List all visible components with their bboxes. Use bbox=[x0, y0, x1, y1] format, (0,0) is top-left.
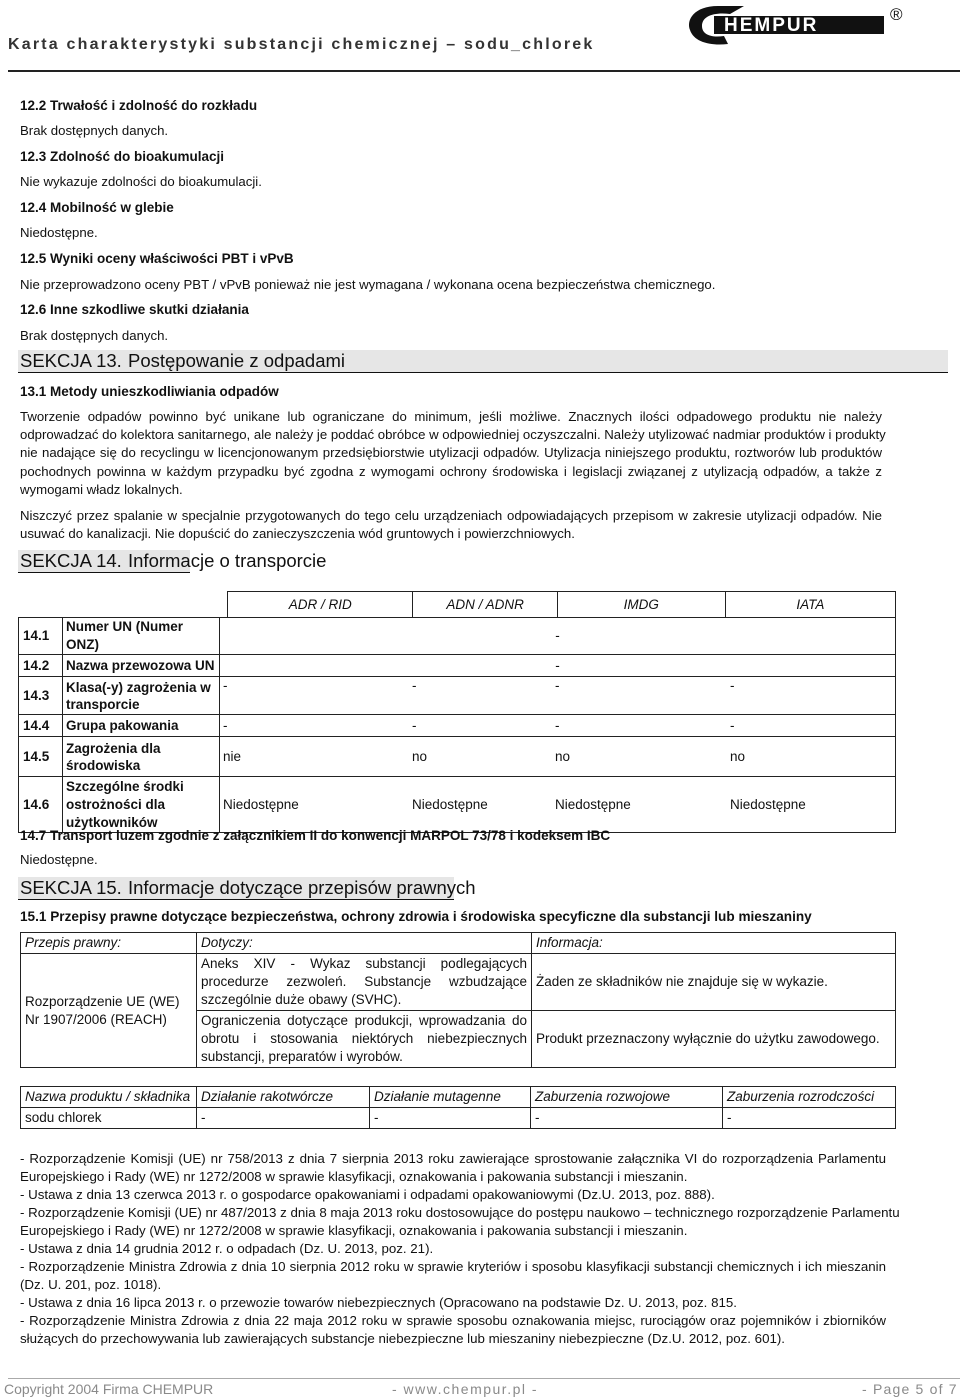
heading-12-5: 12.5 Wyniki oceny właściwości PBT i vPvB bbox=[20, 251, 294, 266]
row-value-adr: Niedostępne bbox=[220, 777, 410, 833]
heading-14-7: 14.7 Transport luzem zgodnie z załącznikiem II do konwencji MARPOL 73/78 i kodeksem IBC bbox=[20, 828, 611, 843]
header-developmental: Zaburzenia rozwojowe bbox=[531, 1087, 723, 1108]
col-imdg: IMDG bbox=[557, 592, 725, 618]
reference-line: - Rozporządzenie Ministra Zdrowia z dnia 10 sierpnia 2012 roku w sprawie kryteriów i sposobu klasyfikacji substancji chemicznych i ich mieszanin bbox=[20, 1259, 886, 1274]
text-12-6: Brak dostępnych danych. bbox=[20, 328, 169, 343]
logo-text: HEMPUR bbox=[724, 15, 819, 36]
header-mutagenic: Działanie mutagenne bbox=[370, 1087, 531, 1108]
section-15-number: SEKCJA 15. bbox=[20, 877, 122, 898]
section-15-bar bbox=[18, 877, 476, 900]
footer-page-number: - Page 5 of 7 bbox=[862, 1381, 958, 1397]
header-carcinogenic: Działanie rakotwórcze bbox=[197, 1087, 370, 1108]
table-row bbox=[21, 954, 896, 1011]
row-value-iata: - bbox=[727, 715, 896, 737]
row-label: Klasa(-y) zagrożenia w transporcie bbox=[63, 677, 220, 715]
reference-line: - Ustawa z dnia 16 lipca 2013 r. o przewozie towarów niebezpiecznych (Opracowano na podstawie Dz. U. 2013, poz. 815. bbox=[20, 1295, 737, 1310]
row-value-iata: no bbox=[727, 737, 896, 777]
paragraph-13-1a bbox=[20, 408, 886, 499]
concerns-text: Ograniczenia dotyczące produkcji, wprowadzania do obrotu i stosowania niektórych niebezpiecznych substancji, preparatów i wyrobów. bbox=[197, 1011, 532, 1068]
row-number: 14.6 bbox=[19, 777, 63, 833]
header-reproductive: Zaburzenia rozrodczości bbox=[723, 1087, 896, 1108]
header-rule bbox=[8, 70, 960, 72]
concerns-text: Aneks XIV - Wykaz substancji podlegających procedurze zezwoleń. Substancje wzbudzające szczególnie duże obawy (SVHC). bbox=[197, 954, 532, 1011]
table-row bbox=[19, 715, 896, 737]
text-14-7: Niedostępne. bbox=[20, 852, 98, 867]
reference-line: Europejskiego i Rady (WE) nr 1272/2008 w sprawie klasyfikacji, oznakowania i pakowania substancji i mieszanin. bbox=[20, 1223, 688, 1238]
table-row bbox=[19, 777, 896, 833]
footer-website[interactable]: - www.chempur.pl - bbox=[392, 1381, 539, 1397]
paragraph-line: usuwać do kanalizacji. Nie dopuścić do zanieczyszczenia wód gruntowych i powierzchniowych. bbox=[20, 526, 575, 542]
heading-15-1: 15.1 Przepisy prawne dotyczące bezpieczeństwa, ochrony zdrowia i środowiska specyficzne dla substancji lub mieszaniny bbox=[20, 909, 812, 924]
section-13-title: Postępowanie z odpadami bbox=[128, 350, 346, 371]
row-value-imdg: - bbox=[552, 715, 727, 737]
paragraph-line: odprowadzać do kolektora sanitarnego, ale należy je poddać obróbce w odpowiedniej oczyszczalni. Należy utylizować nadmiar produktów i produkty bbox=[20, 427, 886, 443]
heading-13-1: 13.1 Metody unieszkodliwiania odpadów bbox=[20, 384, 279, 399]
header-info: Informacja: bbox=[532, 933, 896, 954]
row-value-imdg: no bbox=[552, 737, 727, 777]
cell-product: sodu chlorek bbox=[21, 1108, 197, 1129]
row-value-adn: - bbox=[409, 677, 552, 715]
paragraph-line: wymogami władz lokalnych. bbox=[20, 481, 183, 497]
logo-registered-mark: ® bbox=[890, 5, 903, 24]
row-label: Szczególne środki ostrożności dla użytkowników bbox=[63, 777, 220, 833]
table-row bbox=[21, 1108, 896, 1129]
paragraph-line: Tworzenie odpadów powinno być unikane lub ograniczane do minimum, jeśli możliwe. Znacznych ilości odpadowego produktu nie należy bbox=[20, 409, 882, 424]
paragraph-13-1b bbox=[20, 507, 882, 543]
row-number: 14.3 bbox=[19, 677, 63, 715]
row-value-adn: - bbox=[409, 715, 552, 737]
heading-12-3: 12.3 Zdolność do bioakumulacji bbox=[20, 149, 225, 164]
row-value-adr: - bbox=[220, 715, 410, 737]
section-13-bar bbox=[18, 350, 948, 373]
row-value-adn: no bbox=[409, 737, 552, 777]
table-row bbox=[21, 933, 896, 954]
reference-line: - Rozporządzenie Komisji (UE) nr 758/2013 z dnia 7 sierpnia 2013 roku zawierające sprostowanie załącznika VI do rozporządzenia Parlamentu bbox=[20, 1151, 886, 1166]
section-14-bar bbox=[18, 550, 327, 573]
regulations-table bbox=[20, 932, 896, 1068]
row-value-imdg: Niedostępne bbox=[552, 777, 727, 833]
heading-12-2: 12.2 Trwałość i zdolność do rozkładu bbox=[20, 98, 258, 113]
transport-table bbox=[18, 617, 896, 833]
text-12-3: Nie wykazuje zdolności do bioakumulacji. bbox=[20, 174, 262, 189]
reference-line: - Ustawa z dnia 14 grudnia 2012 r. o odpadach (Dz. U. 2013, poz. 21). bbox=[20, 1241, 434, 1256]
document-title: Karta charakterystyki substancji chemicznej – sodu_chlorek bbox=[8, 36, 595, 53]
section-14-title: Informacje o transporcie bbox=[128, 550, 327, 571]
section-13-number: SEKCJA 13. bbox=[20, 350, 122, 371]
row-number: 14.4 bbox=[19, 715, 63, 737]
row-number: 14.2 bbox=[19, 655, 63, 677]
row-number: 14.1 bbox=[19, 618, 63, 655]
reference-line: służących do przechowywania lub zawierających substancje niebezpieczne lub mieszaniny niebezpieczne (Dz.U. 2012, poz. 601). bbox=[20, 1331, 785, 1346]
row-label: Grupa pakowania bbox=[63, 715, 220, 737]
info-text: Żaden ze składników nie znajduje się w wykazie. bbox=[532, 954, 896, 1011]
row-value-iata: - bbox=[727, 677, 896, 715]
row-value: - bbox=[220, 618, 896, 655]
row-value: - bbox=[220, 655, 896, 677]
footer-rule bbox=[8, 1378, 960, 1379]
row-label: Nazwa przewozowa UN bbox=[63, 655, 220, 677]
reference-line: - Ustawa z dnia 13 czerwca 2013 r. o gospodarce opakowaniami i odpadami opakowaniowymi (Dz.U. 2013, poz. 888). bbox=[20, 1187, 715, 1202]
row-value-adn: Niedostępne bbox=[409, 777, 552, 833]
table-row bbox=[21, 1087, 896, 1108]
law-name: Rozporządzenie UE (WE) Nr 1907/2006 (REACH) bbox=[21, 954, 197, 1068]
paragraph-line: pochodnych powinna w każdym przypadku być zgodna z wymogami ochrony środowiska i legislacji związanej z utylizacją odpadów, a także z bbox=[20, 463, 882, 479]
reference-line: (Dz. U. 201, poz. 1018). bbox=[20, 1277, 162, 1292]
heading-12-4: 12.4 Mobilność w glebie bbox=[20, 200, 174, 215]
cell-developmental: - bbox=[531, 1108, 723, 1129]
cell-carcinogenic: - bbox=[197, 1108, 370, 1129]
reference-line: - Rozporządzenie Komisji (UE) nr 487/2013 z dnia 8 maja 2013 roku dostosowujące do postępu naukowo – technicznego rozporządzenie Parlamentu bbox=[20, 1205, 900, 1220]
section-15-title: Informacje dotyczące przepisów prawnych bbox=[128, 877, 476, 898]
reference-line: Europejskiego i Rady (WE) nr 1272/2008 w sprawie klasyfikacji, oznakowania i pakowania substancji i mieszanin. bbox=[20, 1169, 688, 1184]
transport-column-header bbox=[227, 591, 896, 618]
col-adn: ADN / ADNR bbox=[413, 592, 557, 618]
legal-references bbox=[20, 1150, 900, 1348]
col-adr: ADR / RID bbox=[228, 592, 413, 618]
row-value-adr: - bbox=[220, 677, 410, 715]
text-12-4: Niedostępne. bbox=[20, 225, 98, 240]
header-concerns: Dotyczy: bbox=[197, 933, 532, 954]
table-row bbox=[19, 737, 896, 777]
row-label: Numer UN (Numer ONZ) bbox=[63, 618, 220, 655]
hazards-table bbox=[20, 1086, 896, 1129]
paragraph-line: Niszczyć przez spalanie w specjalnie przygotowanych do tego celu urządzeniach odpowiadających przepisom w zakresie utylizacji odpadów. Nie bbox=[20, 508, 882, 523]
info-text: Produkt przeznaczony wyłącznie do użytku zawodowego. bbox=[532, 1011, 896, 1068]
section-14-number: SEKCJA 14. bbox=[20, 550, 122, 571]
header-product: Nazwa produktu / składnika bbox=[21, 1087, 197, 1108]
table-row bbox=[19, 677, 896, 715]
footer-copyright: Copyright 2004 Firma CHEMPUR bbox=[4, 1381, 214, 1397]
row-label: Zagrożenia dla środowiska bbox=[63, 737, 220, 777]
chempur-logo bbox=[684, 2, 912, 48]
col-iata: IATA bbox=[725, 592, 895, 618]
table-row bbox=[19, 655, 896, 677]
header-law: Przepis prawny: bbox=[21, 933, 197, 954]
cell-reproductive: - bbox=[723, 1108, 896, 1129]
text-12-5: Nie przeprowadzono oceny PBT / vPvB ponieważ nie jest wymagana / wykonana ocena bezpieczeństwa chemicznego. bbox=[20, 277, 716, 292]
row-value-imdg: - bbox=[552, 677, 727, 715]
table-row bbox=[19, 618, 896, 655]
text-12-2: Brak dostępnych danych. bbox=[20, 123, 169, 138]
paragraph-line: nie nadające się do recyclingu w licencjonowanym przedsiębiorstwie utylizacji odpadów. Utylizacja niniejszego produktu, roztworów lub produktów bbox=[20, 445, 882, 461]
cell-mutagenic: - bbox=[370, 1108, 531, 1129]
heading-12-6: 12.6 Inne szkodliwe skutki działania bbox=[20, 302, 249, 317]
reference-line: - Rozporządzenie Ministra Zdrowia z dnia 22 maja 2012 roku w sprawie sposobu oznakowania miejsc, rurociągów oraz pojemników i zbiorników bbox=[20, 1313, 886, 1328]
row-value-iata: Niedostępne bbox=[727, 777, 896, 833]
row-number: 14.5 bbox=[19, 737, 63, 777]
row-value-adr: nie bbox=[220, 737, 410, 777]
